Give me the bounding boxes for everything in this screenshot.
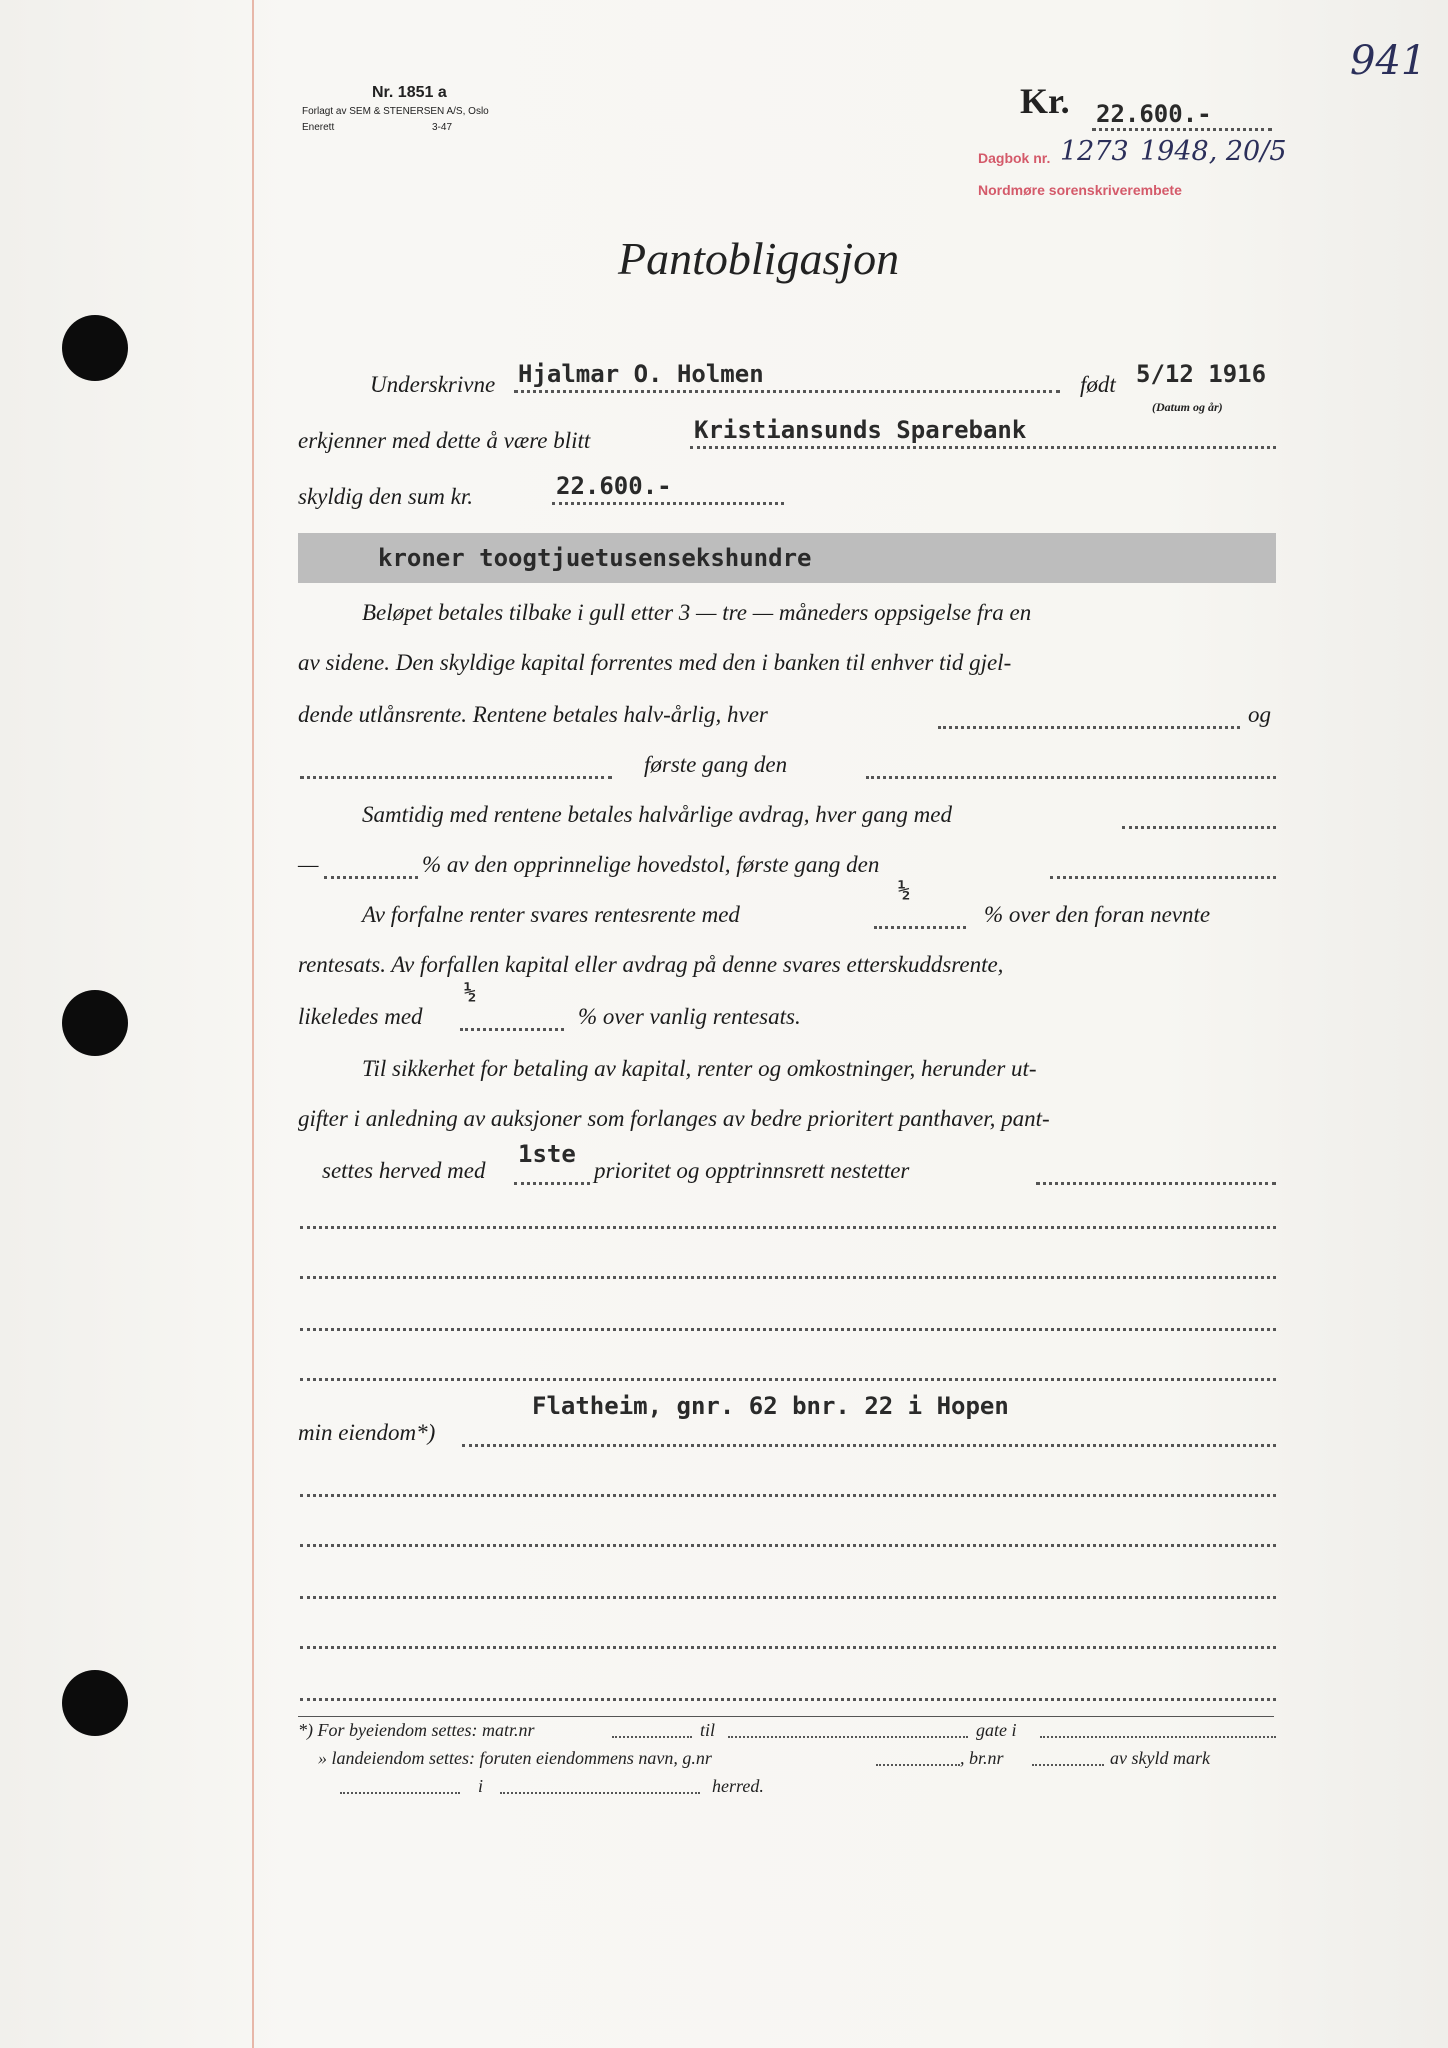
interest-fraction: ½ <box>898 878 911 902</box>
dotted-fill <box>1032 1764 1104 1766</box>
stamp-dagbok-value: 1273 <box>1060 136 1129 167</box>
footnote-line: *) For byeiendom settes: matr.nr <box>298 1720 535 1740</box>
footnote-line: gate i <box>976 1720 1017 1740</box>
dotted-fill <box>1040 1736 1276 1738</box>
body-line: % over den foran nevnte <box>984 902 1211 927</box>
amount-dots <box>1092 128 1272 131</box>
body-line: Av forfalne renter svares rentesrente med <box>362 902 740 927</box>
born-value: 5/12 1916 <box>1136 360 1267 388</box>
stamp-dagbok-label: Dagbok nr. <box>978 150 1051 166</box>
body-line: dende utlånsrente. Rentene betales halv-årlig, hver <box>298 702 768 727</box>
undersigned-value: Hjalmar O. Holmen <box>518 360 764 388</box>
stamp-office: Nordmøre sorenskriverembete <box>978 182 1182 198</box>
body-line: prioritet og opptrinnsrett nestetter <box>594 1158 910 1183</box>
body-line: av sidene. Den skyldige kapital forrentes med den i banken til enhver tid gjel- <box>298 650 1012 675</box>
dotted-fill <box>300 1544 1276 1547</box>
dotted-fill <box>300 1328 1276 1331</box>
dotted-fill <box>1050 876 1276 879</box>
body-line: første gang den <box>644 752 788 777</box>
dotted-fill <box>300 776 612 779</box>
born-hint: (Datum og år) <box>1152 400 1223 414</box>
margin-rule <box>252 0 254 2048</box>
footnote-line: til <box>700 1720 716 1740</box>
footnote-line: av skyld mark <box>1110 1748 1210 1768</box>
dotted-fill <box>460 1028 564 1031</box>
dotted-fill <box>300 1494 1276 1497</box>
dotted-fill <box>938 726 1240 729</box>
born-label: født <box>1080 372 1116 397</box>
body-line: settes herved med <box>322 1158 486 1183</box>
default-fraction: ½ <box>464 980 477 1004</box>
footnote-line: , br.nr <box>960 1748 1004 1768</box>
publisher-line: Forlagt av SEM & STENERSEN A/S, Oslo <box>302 106 489 117</box>
dotted-fill <box>300 1276 1276 1279</box>
dotted-fill <box>690 446 1276 449</box>
body-line: Beløpet betales tilbake i gull etter 3 — tre — måneders oppsigelse fra en <box>362 600 1032 625</box>
dotted-fill <box>324 876 418 879</box>
body-line: og <box>1248 702 1271 727</box>
punch-hole <box>62 990 128 1056</box>
body-line: rentesats. Av forfallen kapital eller avdrag på denne svares etterskuddsrente, <box>298 952 1004 977</box>
dotted-fill <box>514 1182 590 1185</box>
publisher-date: 3-47 <box>432 122 453 133</box>
dotted-fill <box>728 1736 968 1738</box>
dotted-fill <box>612 1736 692 1738</box>
creditor-value: Kristiansunds Sparebank <box>694 416 1027 444</box>
dotted-fill <box>300 1646 1276 1649</box>
dotted-fill <box>462 1444 1276 1447</box>
form-number: Nr. 1851 a <box>372 84 447 101</box>
stamp-dagbok-suffix: 1948, 20/5 <box>1140 136 1287 167</box>
punch-hole <box>62 1670 128 1736</box>
dotted-fill <box>552 502 784 505</box>
amount-label: Kr. <box>1020 81 1070 121</box>
body-line: % av den opprinnelige hovedstol, første gang den <box>422 852 880 877</box>
page-number: 941 <box>1350 38 1427 84</box>
body-line: likeledes med <box>298 1004 423 1029</box>
footnote-line: » landeiendom settes: foruten eiendommens navn, g.nr <box>318 1748 712 1768</box>
dotted-fill <box>500 1792 700 1794</box>
creditor-label: erkjenner med dette å være blitt <box>298 428 591 453</box>
property-value: Flatheim, gnr. 62 bnr. 22 i Hopen <box>532 1392 1009 1420</box>
priority-value: 1ste <box>518 1140 576 1168</box>
amount-value: 22.600.- <box>1096 100 1212 128</box>
dotted-fill <box>300 1698 1276 1701</box>
body-line: gifter i anledning av auksjoner som forlanges av bedre prioritert panthaver, pant- <box>298 1106 1050 1131</box>
dotted-fill <box>300 1226 1276 1229</box>
body-line: Til sikkerhet for betaling av kapital, renter og omkostninger, herunder ut- <box>362 1056 1037 1081</box>
dotted-fill <box>300 1378 1276 1381</box>
body-line: — <box>298 852 319 877</box>
document-title: Pantobligasjon <box>618 233 900 284</box>
footnote-line: herred. <box>712 1776 764 1796</box>
publisher-rights: Enerett <box>302 122 335 133</box>
dotted-fill <box>1122 826 1276 829</box>
body-line: % over vanlig rentesats. <box>578 1004 801 1029</box>
dotted-fill <box>866 776 1276 779</box>
footnote-line: i <box>478 1776 484 1796</box>
dotted-fill <box>300 1596 1276 1599</box>
dotted-fill <box>1036 1182 1276 1185</box>
dotted-fill <box>876 1764 960 1766</box>
body-line: Samtidig med rentene betales halvårlige avdrag, hver gang med <box>362 802 952 827</box>
dotted-fill <box>874 926 966 929</box>
undersigned-label: Underskrivne <box>370 372 496 397</box>
property-label: min eiendom*) <box>298 1420 436 1445</box>
owe-value: 22.600.- <box>556 472 672 500</box>
owe-label: skyldig den sum kr. <box>298 484 474 509</box>
punch-hole <box>62 315 128 381</box>
footnote-rule <box>298 1716 1274 1717</box>
dotted-fill <box>340 1792 460 1794</box>
dotted-fill <box>514 390 1060 393</box>
amount-words: kroner toogtjuetusensekshundre <box>378 544 812 572</box>
